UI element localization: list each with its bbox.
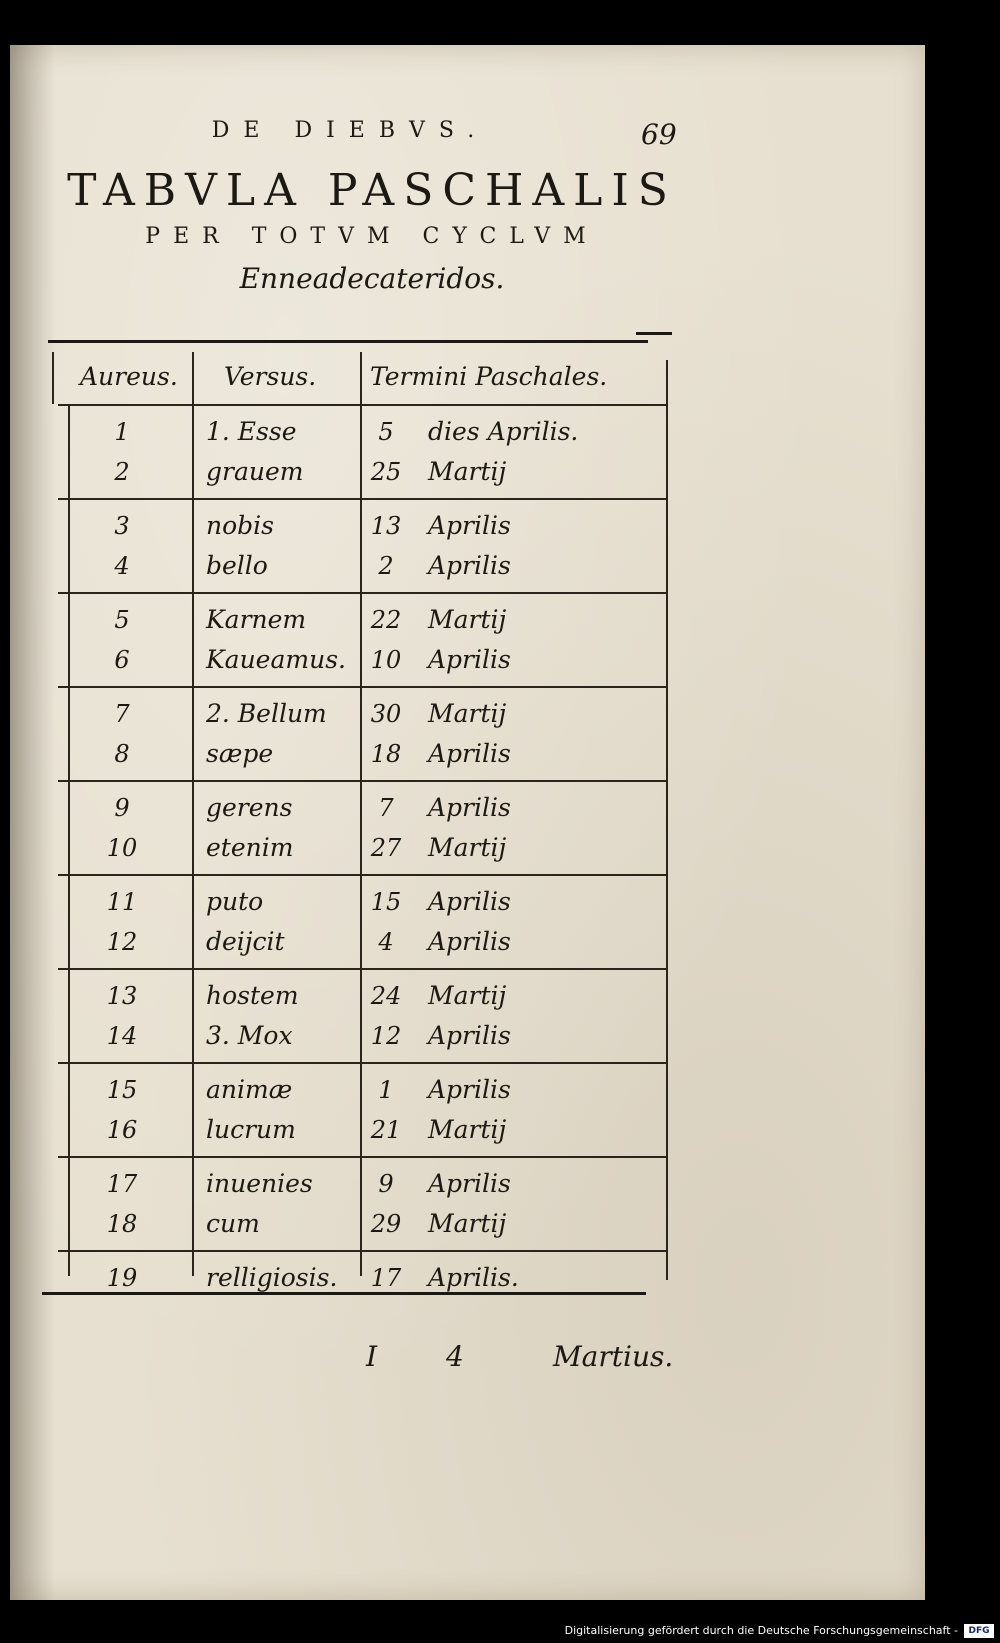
- cell-month: Aprilis: [428, 645, 511, 674]
- cell-aureus: 5: [114, 606, 130, 634]
- cell-aureus: 1: [114, 418, 130, 446]
- cell-day-number: 27: [370, 834, 402, 862]
- table-row: [58, 1204, 668, 1246]
- cell-month: Aprilis: [428, 551, 511, 580]
- table-row: [58, 694, 668, 736]
- cell-aureus: 13: [106, 982, 138, 1010]
- cell-aureus: 9: [114, 794, 130, 822]
- table-row: [58, 734, 668, 776]
- cell-versus: 2. Bellum: [206, 699, 327, 728]
- cell-aureus: 17: [106, 1170, 138, 1198]
- cell-aureus: 6: [114, 646, 130, 674]
- page-number: 69: [641, 118, 677, 151]
- table-row: [58, 1070, 668, 1112]
- header-versus: Versus.: [224, 362, 317, 391]
- cell-versus: animæ: [206, 1075, 293, 1104]
- cell-month: Aprilis: [428, 511, 511, 540]
- cell-day-number: 5: [378, 418, 394, 446]
- header-aureus: Aureus.: [80, 362, 178, 391]
- paschal-table: [58, 352, 668, 1300]
- cell-aureus: 18: [106, 1210, 138, 1238]
- column-divider-aureus-outer: [68, 404, 70, 1276]
- header-termini: Termini Paschales.: [370, 362, 608, 391]
- column-divider-versus: [192, 352, 194, 1276]
- dfg-banner-text: Digitalisierung gefördert durch die Deutsche Forschungsgemeinschaft -: [564, 1624, 958, 1637]
- table-header: [58, 352, 668, 404]
- column-divider-left-edge: [52, 352, 54, 404]
- table-row: [58, 546, 668, 588]
- cell-versus: relligiosis.: [206, 1263, 338, 1292]
- cell-aureus: 2: [114, 458, 130, 486]
- table-row: [58, 412, 668, 454]
- cell-aureus: 3: [114, 512, 130, 540]
- cell-day-number: 12: [370, 1022, 402, 1050]
- table-row: [58, 1164, 668, 1206]
- table-row-group: [58, 404, 668, 498]
- table-body: [58, 404, 668, 1300]
- cell-month: Aprilis: [428, 1021, 511, 1050]
- cell-versus: hostem: [206, 981, 299, 1010]
- cell-day-number: 18: [370, 740, 402, 768]
- table-row: [58, 882, 668, 924]
- cell-aureus: 19: [106, 1264, 138, 1292]
- cell-versus: bello: [206, 551, 268, 580]
- table-row: [58, 640, 668, 682]
- cell-day-number: 21: [370, 1116, 402, 1144]
- page-subtitle: PER TOTVM CYCLVM: [145, 224, 599, 249]
- cell-day-number: 25: [370, 458, 402, 486]
- table-row-group: [58, 968, 668, 1062]
- table-row: [58, 1016, 668, 1058]
- dfg-banner: [0, 1622, 1000, 1643]
- cell-day-number: 10: [370, 646, 402, 674]
- cell-versus: gerens: [206, 793, 293, 822]
- cell-month: Aprilis: [428, 1169, 511, 1198]
- cell-day-number: 9: [378, 1170, 394, 1198]
- cell-day-number: 4: [378, 928, 394, 956]
- cell-month: Aprilis: [428, 927, 511, 956]
- table-row: [58, 828, 668, 870]
- cell-aureus: 4: [114, 552, 130, 580]
- cell-aureus: 11: [106, 888, 138, 916]
- cell-day-number: 7: [378, 794, 394, 822]
- cell-versus: nobis: [206, 511, 274, 540]
- spine-shadow: [10, 45, 55, 1600]
- cell-month: Martij: [428, 605, 507, 634]
- table-row: [58, 788, 668, 830]
- cell-month: Aprilis: [428, 793, 511, 822]
- table-row-group: [58, 686, 668, 780]
- cell-month: Aprilis: [428, 739, 511, 768]
- cell-day-number: 15: [370, 888, 402, 916]
- dfg-logo-icon: DFG: [964, 1624, 994, 1638]
- column-divider-termini: [360, 352, 362, 1276]
- catchword: Martius.: [553, 1340, 674, 1373]
- cell-month: Martij: [428, 457, 507, 486]
- cell-month: dies Aprilis.: [428, 417, 579, 446]
- table-row-group: [58, 592, 668, 686]
- cell-versus: Kaueamus.: [206, 645, 346, 674]
- table-row-group: [58, 1156, 668, 1250]
- cell-versus: deijcit: [206, 927, 285, 956]
- column-divider-right-edge: [666, 360, 668, 1280]
- cell-aureus: 12: [106, 928, 138, 956]
- cell-versus: cum: [206, 1209, 260, 1238]
- table-row-group: [58, 780, 668, 874]
- table-row: [58, 1110, 668, 1152]
- cell-day-number: 22: [370, 606, 402, 634]
- table-row: [58, 600, 668, 642]
- cell-versus: Karnem: [206, 605, 307, 634]
- table-row: [58, 452, 668, 494]
- cell-versus: 3. Mox: [206, 1021, 293, 1050]
- cell-aureus: 14: [106, 1022, 138, 1050]
- cell-versus: puto: [206, 887, 264, 916]
- cell-versus: etenim: [206, 833, 294, 862]
- cell-month: Martij: [428, 1115, 507, 1144]
- cell-month: Aprilis: [428, 1075, 511, 1104]
- running-head: DE DIEBVS.: [211, 118, 489, 143]
- cell-aureus: 10: [106, 834, 138, 862]
- cell-month: Aprilis: [428, 887, 511, 916]
- top-rule-right-end: [636, 332, 672, 335]
- cell-day-number: 1: [378, 1076, 394, 1104]
- top-rule: [48, 340, 648, 343]
- table-row-group: [58, 498, 668, 592]
- page-subtitle-italic: Enneadecateridos.: [239, 262, 505, 295]
- table-row-group: [58, 1062, 668, 1156]
- cell-aureus: 7: [114, 700, 130, 728]
- cell-month: Martij: [428, 833, 507, 862]
- cell-day-number: 2: [378, 552, 394, 580]
- page-title: TABVLA PASCHALIS: [67, 165, 677, 216]
- table-row: [58, 976, 668, 1018]
- cell-versus: 1. Esse: [206, 417, 297, 446]
- cell-versus: sæpe: [206, 739, 274, 768]
- table-row: [58, 922, 668, 964]
- signature-mark: I 4: [366, 1340, 494, 1373]
- cell-versus: grauem: [206, 457, 304, 486]
- cell-month: Aprilis.: [428, 1263, 519, 1292]
- cell-month: Martij: [428, 699, 507, 728]
- table-row-group: [58, 874, 668, 968]
- cell-day-number: 29: [370, 1210, 402, 1238]
- cell-day-number: 30: [370, 700, 402, 728]
- cell-aureus: 8: [114, 740, 130, 768]
- cell-day-number: 24: [370, 982, 402, 1010]
- cell-aureus: 15: [106, 1076, 138, 1104]
- table-row: [58, 506, 668, 548]
- cell-aureus: 16: [106, 1116, 138, 1144]
- cell-day-number: 13: [370, 512, 402, 540]
- cell-month: Martij: [428, 1209, 507, 1238]
- cell-versus: inuenies: [206, 1169, 313, 1198]
- cell-month: Martij: [428, 981, 507, 1010]
- bottom-rule: [42, 1292, 646, 1295]
- cell-versus: lucrum: [206, 1115, 296, 1144]
- cell-day-number: 17: [370, 1264, 402, 1292]
